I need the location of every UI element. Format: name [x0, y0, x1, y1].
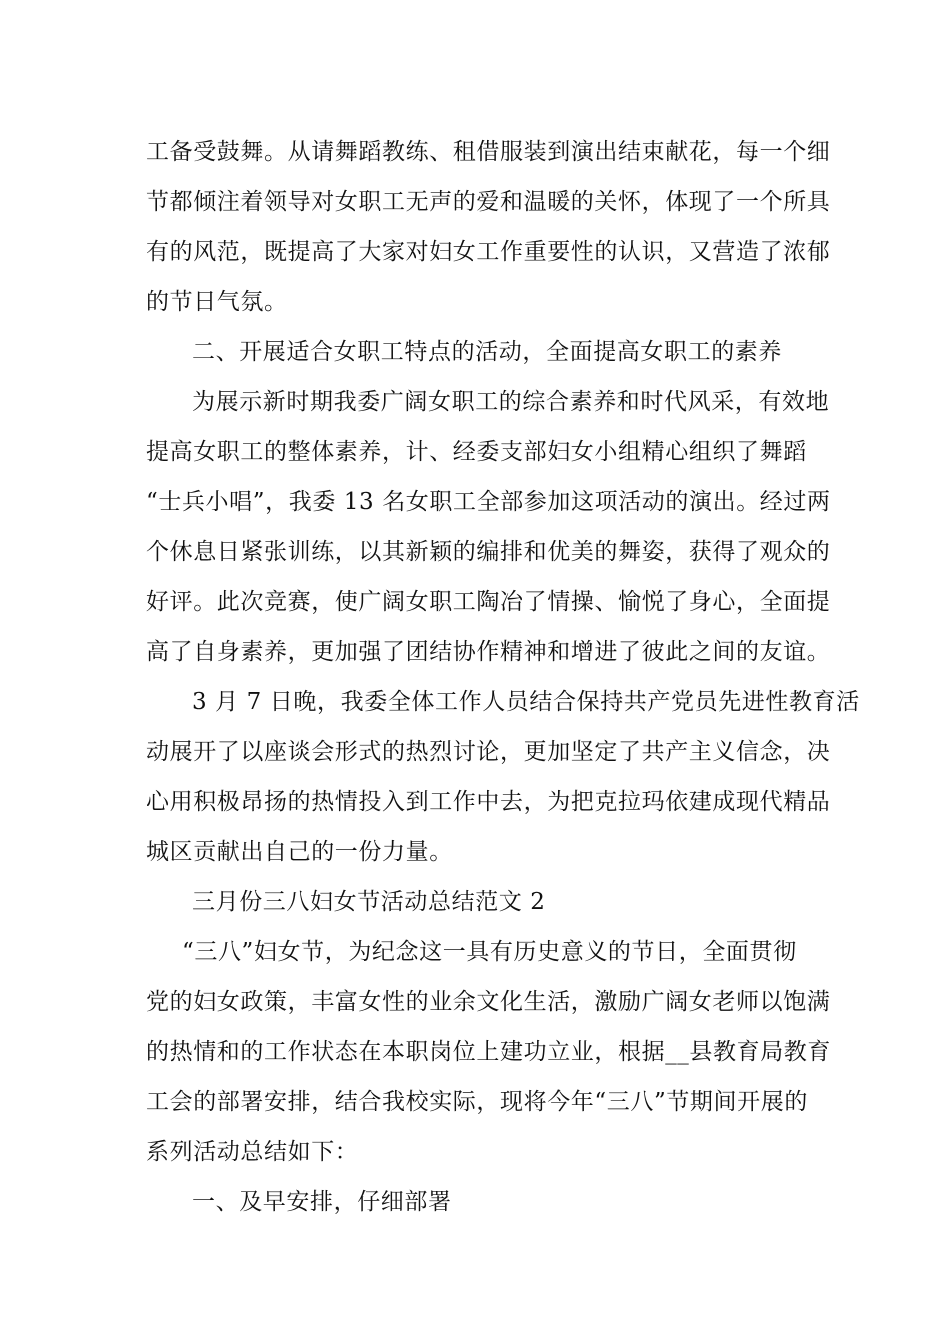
text-line: 工会的部署安排，结合我校实际，现将今年“三八”节期间开展的	[146, 1089, 808, 1115]
text-line: 动展开了以座谈会形式的热烈讨论，更加坚定了共产主义信念，决	[146, 739, 831, 765]
text-line: 党的妇女政策，丰富女性的业余文化生活，激励广阔女老师以饱满	[146, 989, 831, 1015]
text-line: “三八”妇女节，为纪念这一具有历史意义的节日，全面贯彻	[182, 939, 797, 965]
section-heading: 二、开展适合女职工特点的活动，全面提高女职工的素养	[192, 339, 782, 365]
text-line: 的热情和的工作状态在本职岗位上建功立业，根据__县教育局教育	[146, 1039, 831, 1065]
text-line: 高了自身素养，更加强了团结协作精神和增进了彼此之间的友谊。	[146, 639, 831, 665]
text-line: 个休息日紧张训练，以其新颖的编排和优美的舞姿，获得了观众的	[146, 539, 831, 565]
text-line: 工备受鼓舞。从请舞蹈教练、租借服装到演出结束献花，每一个细	[146, 139, 831, 165]
text-line: 3 月 7 日晚，我委全体工作人员结合保持共产党员先进性教育活	[192, 689, 860, 715]
text-line: 好评。此次竞赛，使广阔女职工陶冶了情操、愉悦了身心，全面提	[146, 589, 831, 615]
text-line: 为展示新时期我委广阔女职工的综合素养和时代风采，有效地	[192, 389, 830, 415]
text-line: 节都倾注着领导对女职工无声的爱和温暖的关怀，体现了一个所具	[146, 189, 831, 215]
text-line: 提高女职工的整体素养，计、经委支部妇女小组精心组织了舞蹈	[146, 439, 807, 465]
text-line: “士兵小唱”，我委 13 名女职工全部参加这项活动的演出。经过两	[146, 489, 831, 515]
text-line: 的节日气氛。	[146, 289, 288, 315]
text-line: 有的风范，既提高了大家对妇女工作重要性的认识，又营造了浓郁	[146, 239, 831, 265]
text-line: 心用积极昂扬的热情投入到工作中去，为把克拉玛依建成现代精品	[146, 789, 831, 815]
text-line: 城区贡献出自己的一份力量。	[146, 839, 453, 865]
section-heading: 一、及早安排，仔细部署	[192, 1189, 452, 1215]
article-title: 三月份三八妇女节活动总结范文 2	[192, 889, 546, 915]
text-line: 系列活动总结如下：	[146, 1139, 359, 1165]
